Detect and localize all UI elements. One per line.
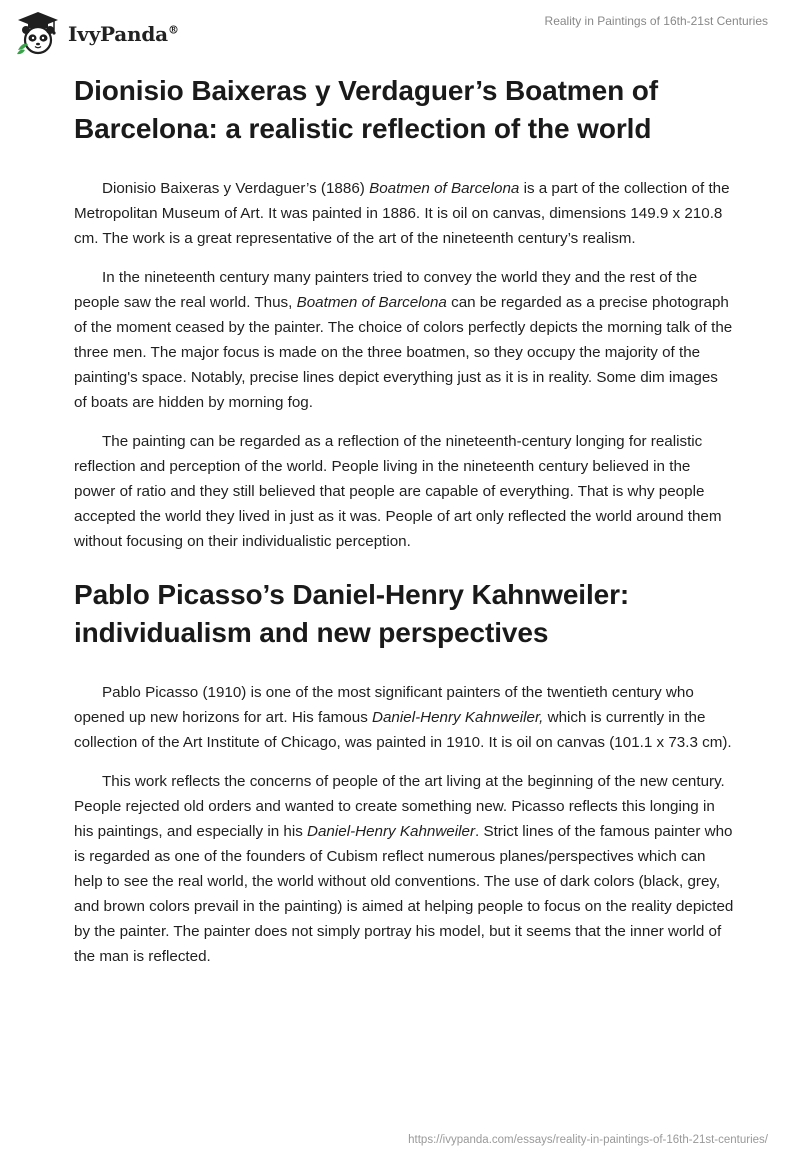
paragraph: Dionisio Baixeras y Verdaguer’s (1886) Boatmen of Barcelona is a part of the collection of the Metropolitan Museum of Art. It was painted in 1886. It is oil on canvas, dimensions 149.9 x 210.8 cm. The work is a great representative of the art of the nineteenth century’s realism. <box>74 180 730 247</box>
section-title: Dionisio Baixeras y Verdaguer’s Boatmen of Barcelona: a realistic reflection of the world <box>74 75 658 144</box>
italic-title: Daniel-Henry Kahnweiler <box>307 823 475 840</box>
italic-title: Daniel-Henry Kahnweiler, <box>372 709 544 726</box>
paragraph: The painting can be regarded as a reflection of the nineteenth-century longing for realistic reflection and perception of the world. People living in the nineteenth century believed in the power of ratio and they still believed that people are capable of everything. That is why people accepted the world they lived in just as it was. People of art only reflected the world around them without focusing on their individualistic perception. <box>74 433 722 550</box>
logo-wordmark: IvyPanda® <box>68 22 179 46</box>
panda-graduate-icon <box>14 10 62 56</box>
ivypanda-logo[interactable] <box>14 10 179 56</box>
page-header <box>0 0 800 64</box>
running-title: Reality in Paintings of 16th-21st Centuries <box>544 14 768 28</box>
essay-content <box>74 72 734 983</box>
source-url[interactable]: https://ivypanda.com/essays/reality-in-paintings-of-16th-21st-centuries/ <box>408 1134 768 1146</box>
paragraph: This work reflects the concerns of people of the art living at the beginning of the new century. People rejected old orders and wanted to create something new. Picasso reflects this longing in his paintings, and especially in his Daniel-Henry Kahnweiler. Strict lines of the famous painter who is regarded as one of the founders of Cubism reflect numerous planes/perspectives which can help to see the real world, the world without old conventions. The use of dark colors (black, grey, and brown colors prevail in the painting) is aimed at helping people to focus on the reality depicted by the painter. The painter does not simply portray his model, but it seems that the inner world of the man is reflected. <box>74 773 734 965</box>
italic-title: Boatmen of Barcelona <box>296 294 447 311</box>
paragraph: Pablo Picasso (1910) is one of the most significant painters of the twentieth century who opened up new horizons for art. His famous Daniel-Henry Kahnweiler, which is currently in the collection of the Art Institute of Chicago, was painted in 1910. It is oil on canvas (101.1 x 73.3 cm). <box>74 684 732 751</box>
italic-title: Boatmen of Barcelona <box>369 180 520 197</box>
paragraph: In the nineteenth century many painters tried to convey the world they and the rest of the people saw the real world. Thus, Boatmen of Barcelona can be regarded as a precise photograph of the moment ceased by the painter. The choice of colors perfectly depicts the morning talk of the three men. The major focus is made on the three boatmen, so they occupy the majority of the painting's space. Notably, precise lines depict everything just as it is in reality. Some dim images of boats are hidden by morning fog. <box>74 269 733 411</box>
section-title: Pablo Picasso’s Daniel-Henry Kahnweiler: individualism and new perspectives <box>74 579 630 648</box>
